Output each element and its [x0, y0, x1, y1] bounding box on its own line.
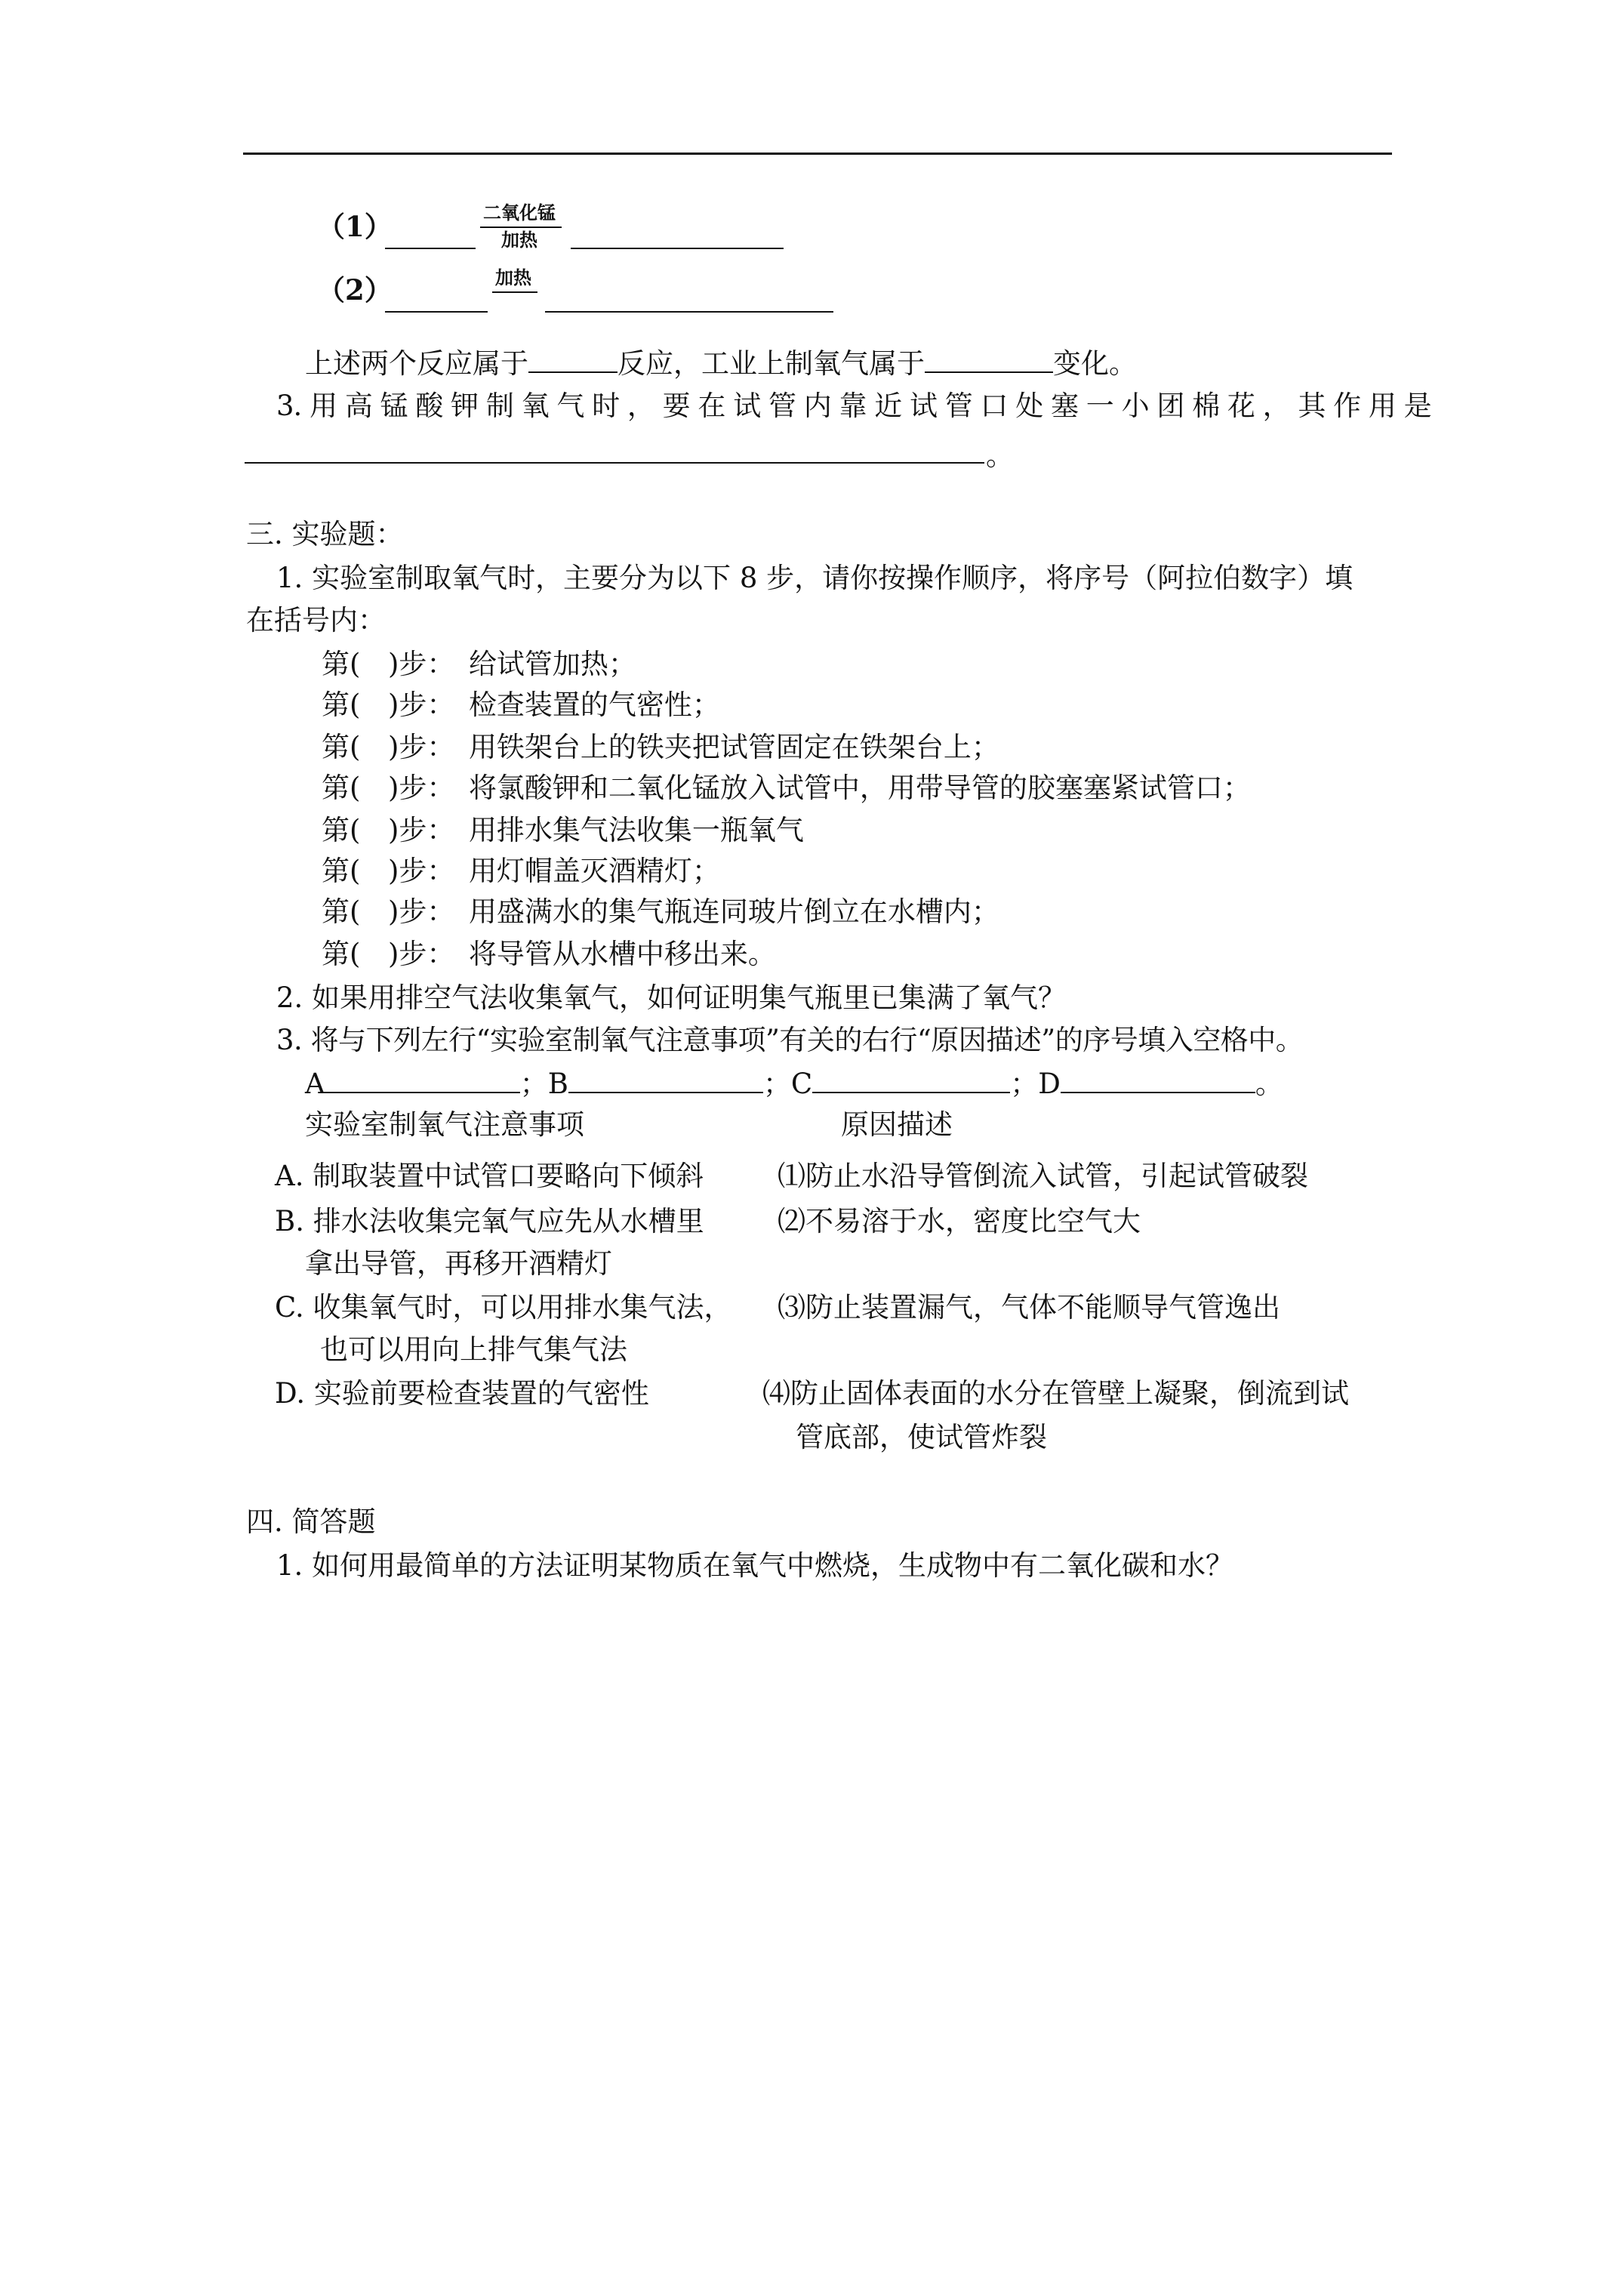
right-item: ⑷防止固体表面的水分在管壁上凝聚，倒流到试: [762, 1377, 1349, 1410]
section-3-title: 三. 实验题：: [246, 518, 404, 550]
answer-blank-c[interactable]: [812, 1065, 1010, 1093]
reaction-type-blank[interactable]: [528, 346, 617, 373]
question-3-kmno4: 3. 用 高 锰 酸 钾 制 氧 气 时 ， 要 在 试 管 内 靠 近 试 管 口 处 塞 一 小 团 棉 花 ， 其 作 用 是: [276, 390, 1431, 422]
question-3-end: 。: [986, 439, 1014, 472]
step-text: 将氯酸钾和二氧化锰放入试管中，用带导管的胶塞塞紧试管口；: [468, 772, 1251, 804]
reaction-1-number: （1）: [317, 210, 393, 243]
step-text: 用铁架台上的铁夹把试管固定在铁架台上；: [468, 731, 999, 763]
step-paren[interactable]: 第(: [322, 855, 361, 887]
reaction-type-text-a: 上述两个反应属于: [305, 347, 528, 380]
step-text: 用盛满水的集气瓶连同玻片倒立在水槽内；: [468, 895, 999, 928]
header-rule: [243, 153, 1392, 155]
step-text: 检查装置的气密性；: [468, 689, 720, 721]
section-4-q1: 1. 如何用最简单的方法证明某物质在氧气中燃烧，生成物中有二氧化碳和水？: [276, 1549, 1234, 1582]
left-item: 拿出导管，再移开酒精灯: [305, 1247, 612, 1280]
step-paren[interactable]: 第(: [322, 814, 361, 846]
reaction-type-line: [305, 346, 1137, 382]
answer-blank-a[interactable]: [325, 1065, 520, 1093]
reaction-1-reactant-blank[interactable]: [385, 248, 476, 249]
left-item: C. 收集氧气时，可以用排水集气法，: [275, 1291, 732, 1324]
left-column-header: 实验室制氧气注意事项: [305, 1108, 584, 1141]
reaction-1-condition-bottom: 加热: [501, 229, 537, 251]
left-item: D. 实验前要检查装置的气密性: [275, 1377, 649, 1410]
reaction-1-arrow-line: [480, 227, 562, 228]
step-text: 将导管从水槽中移出来。: [468, 938, 776, 970]
question-3-answer-blank[interactable]: [245, 462, 984, 464]
right-item: 管底部，使试管炸裂: [796, 1421, 1047, 1453]
step-paren[interactable]: 第(: [322, 731, 361, 763]
step-row: 第( )步： 用盛满水的集气瓶连同玻片倒立在水槽内；: [322, 894, 999, 930]
industrial-change-blank[interactable]: [925, 346, 1053, 373]
section-3-q2: 2. 如果用排空气法收集氧气，如何证明集气瓶里已集满了氧气？: [276, 982, 1067, 1014]
reaction-1-product-blank[interactable]: [571, 248, 784, 249]
right-item: ⑴防止水沿导管倒流入试管，引起试管破裂: [778, 1160, 1308, 1192]
step-row: 第( )步： 检查装置的气密性；: [322, 687, 720, 723]
reaction-1-condition-top: 二氧化锰: [483, 202, 556, 223]
reaction-2-condition-top: 加热: [495, 267, 531, 288]
step-row: 第( )步： 将导管从水槽中移出来。: [322, 936, 776, 972]
section-3-q1-line2: 在括号内：: [246, 604, 386, 636]
reaction-2-arrow-line: [492, 291, 537, 293]
reaction-type-text-b: 反应，工业上制氧气属于: [617, 347, 925, 380]
reaction-2-reactant-blank[interactable]: [385, 311, 488, 313]
left-item: A. 制取装置中试管口要略向下倾斜: [275, 1160, 704, 1192]
step-paren[interactable]: 第(: [322, 938, 361, 970]
step-row: 第( )步： 用排水集气法收集一瓶氧气: [322, 812, 804, 849]
step-row: 第( )步： 将氯酸钾和二氧化锰放入试管中，用带导管的胶塞塞紧试管口；: [322, 770, 1251, 806]
right-column-header: 原因描述: [841, 1108, 953, 1141]
answer-blank-b[interactable]: [568, 1065, 763, 1093]
right-item: ⑵不易溶于水，密度比空气大: [778, 1205, 1141, 1237]
step-text: 用排水集气法收集一瓶氧气: [468, 814, 804, 846]
match-answer-line: A ；B ；C ；D 。: [305, 1065, 1283, 1102]
reaction-type-text-c: 变化。: [1053, 347, 1137, 380]
left-item: B. 排水法收集完氧气应先从水槽里: [275, 1205, 704, 1237]
step-row: 第( )步： 用灯帽盖灭酒精灯；: [322, 853, 720, 889]
left-item: 也可以用向上排气集气法: [320, 1333, 627, 1366]
right-item: ⑶防止装置漏气，气体不能顺导气管逸出: [778, 1291, 1280, 1324]
step-paren[interactable]: 第(: [322, 895, 361, 928]
section-4-title: 四. 简答题: [246, 1505, 376, 1538]
reaction-2-product-blank[interactable]: [545, 311, 833, 313]
step-text: 用灯帽盖灭酒精灯；: [468, 855, 720, 887]
step-text: 给试管加热；: [468, 648, 636, 680]
reaction-2-number: （2）: [317, 273, 393, 307]
step-paren[interactable]: 第(: [322, 772, 361, 804]
step-row: 第( )步： 用铁架台上的铁夹把试管固定在铁架台上；: [322, 729, 999, 766]
step-paren[interactable]: 第(: [322, 689, 361, 721]
step-paren[interactable]: 第(: [322, 648, 361, 680]
section-3-q1-line1: 1. 实验室制取氧气时，主要分为以下 8 步，请你按操作顺序，将序号（阿拉伯数字）填: [276, 562, 1354, 594]
step-row: 第( )步： 给试管加热；: [322, 646, 636, 683]
answer-blank-d[interactable]: [1061, 1065, 1255, 1093]
section-3-q3: 3. 将与下列左行“实验室制氧气注意事项”有关的右行“原因描述”的序号填入空格中。: [276, 1024, 1304, 1056]
